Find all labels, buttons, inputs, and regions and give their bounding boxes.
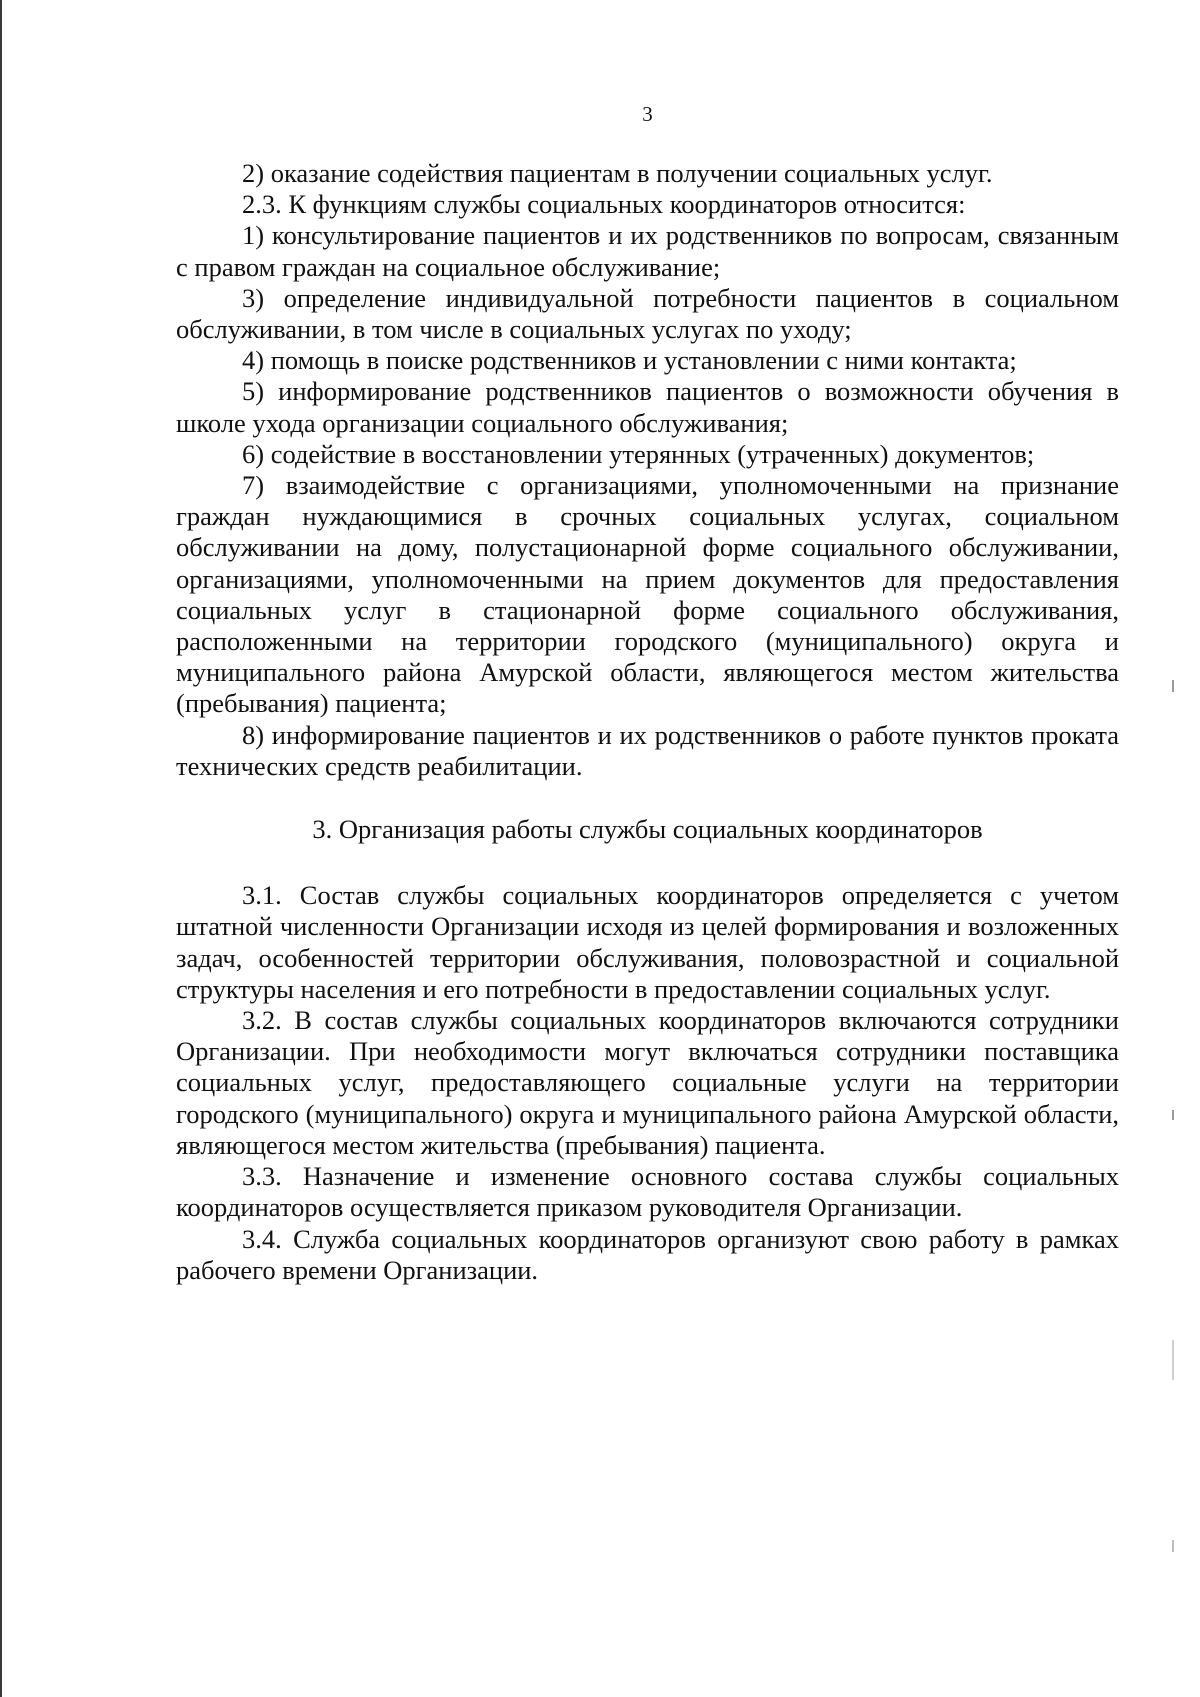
list-item: 7) взаимодействие с организациями, уполномоченными на признание граждан нуждающимися в срочных социальных услугах, социальном обслуживании на дому, полустационарной форме социального обслуживании, организациями, уполномоченными на прием документов для предоставления социальных услуг в стационарной форме социального обслуживания, расположенными на территории городского (муниципального) округа и муниципального района Амурской области, являющегося местом жительства (пребывания) пациента;	[176, 470, 1119, 719]
section-heading: 3. Организация работы службы социальных координаторов	[312, 814, 983, 845]
list-item: 6) содействие в восстановлении утерянных (утраченных) документов;	[242, 438, 1035, 469]
scan-margin-mark	[1172, 1340, 1174, 1380]
list-item: 5) информирование родственников пациентов о возможности обучения в школе ухода организации социального обслуживания;	[176, 376, 1119, 438]
document-body	[176, 158, 1119, 1286]
list-item: 4) помощь в поиске родственников и установлении с ними контакта;	[242, 345, 1017, 376]
list-item: 2) оказание содействия пациентам в получении социальных услуг.	[242, 158, 993, 188]
scan-margin-mark	[1172, 1110, 1174, 1120]
section-paragraph: 3.2. В состав службы социальных координаторов включаются сотрудники Организации. При необходимости могут включаться сотрудники поставщика социальных услуг, предоставляющего социальные услуги на территории городского (муниципального) округа и муниципального района Амурской области, являющегося местом жительства (пребывания) пациента.	[176, 1005, 1119, 1160]
section-paragraph: 3.3. Назначение и изменение основного состава службы социальных координаторов осуществляется приказом руководителя Организации.	[176, 1161, 1119, 1223]
scan-edge-shadow	[0, 0, 2, 1697]
clause-heading: 2.3. К функциям службы социальных координаторов относится:	[242, 189, 966, 220]
list-item: 1) консультирование пациентов и их родственников по вопросам, связанным с правом граждан на социальное обслуживание;	[176, 220, 1119, 282]
scan-margin-mark	[1172, 1540, 1174, 1552]
list-item: 3) определение индивидуальной потребности пациентов в социальном обслуживании, в том числе в социальных услугах по уходу;	[176, 282, 1119, 345]
scan-margin-mark	[1172, 680, 1174, 692]
section-paragraph: 3.4. Служба социальных координаторов организуют свою работу в рамках рабочего времени Организации.	[176, 1223, 1119, 1285]
page-number: 3	[642, 102, 653, 126]
section-paragraph: 3.1. Состав службы социальных координаторов определяется с учетом штатной численности Организации исходя из целей формирования и возложенных задач, особенностей территории обслуживания, половозрастной и социальной структуры населения и его потребности в предоставлении социальных услуг.	[176, 880, 1119, 1004]
list-item: 8) информирование пациентов и их родственников о работе пунктов проката технических средств реабилитации.	[176, 719, 1119, 781]
